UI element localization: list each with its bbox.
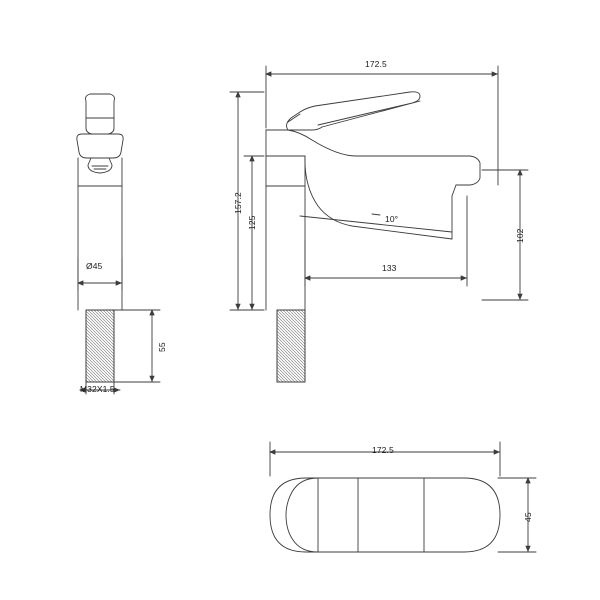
label-front-width: 172.5 xyxy=(365,59,387,69)
side-dim-shank-length xyxy=(114,310,160,382)
side-view-geometry xyxy=(77,94,123,382)
label-front-spout-height: 125 xyxy=(247,215,257,230)
label-front-spout-reach: 133 xyxy=(382,263,397,273)
top-view-geometry xyxy=(270,478,500,552)
angle-marker xyxy=(372,214,380,215)
front-dim-spout-height xyxy=(244,156,264,310)
label-front-angle: 10° xyxy=(385,214,399,224)
label-side-shank-length: 55 xyxy=(157,342,167,352)
label-front-total-height: 157.2 xyxy=(233,192,243,214)
front-dim-width xyxy=(266,66,498,185)
label-side-diameter: Ø45 xyxy=(86,261,103,271)
label-side-thread: M32X1.5 xyxy=(80,384,115,394)
front-view-geometry xyxy=(266,92,480,382)
label-top-width: 172.5 xyxy=(372,445,394,455)
label-top-depth: 45 xyxy=(523,512,533,522)
label-front-outlet-height: 102 xyxy=(515,228,525,243)
